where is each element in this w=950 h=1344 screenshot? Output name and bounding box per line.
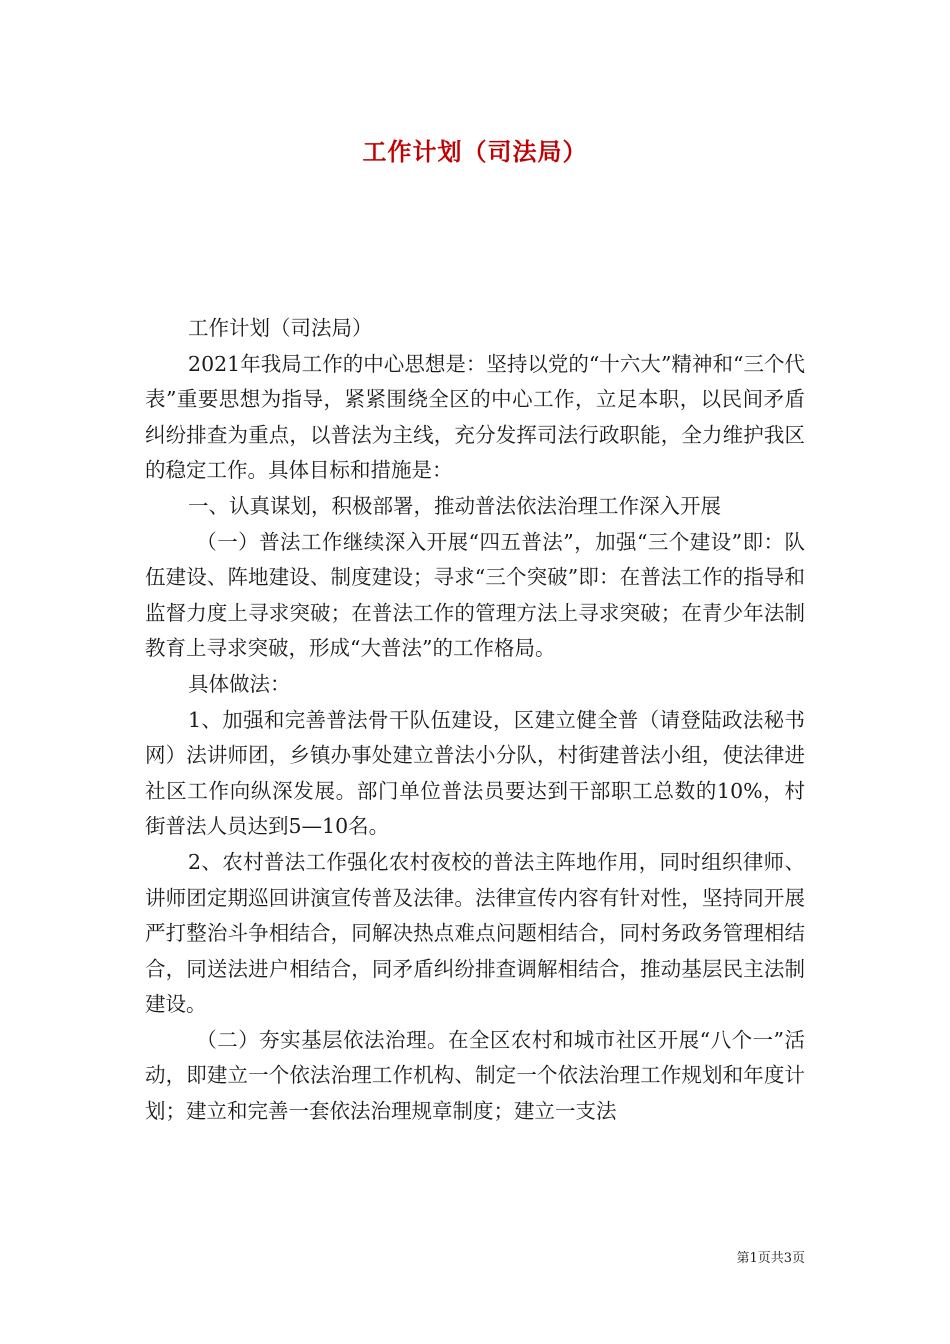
paragraph-intro: 2021年我局工作的中心思想是：坚持以党的“十六大”精神和“三个代表”重要思想为指导，紧紧围绕全区的中心工作，立足本职，以民间矛盾纠纷排查为重点，以普法为主线，充分发挥司法行政职能，全力维护我区的稳定工作。具体目标和措施是： — [145, 351, 805, 483]
page-number: 第1页共3页 — [736, 1251, 805, 1266]
paragraph-item-one: 1、加强和完善普法骨干队伍建设，区建立健全普（请登陆政法秘书网）法讲师团，乡镇办事处建立普法小分队，村街建普法小组，使法律进社区工作向纵深发展。部门单位普法员要达到干部职工总数的10%，村街普法人员达到5—10名。 — [145, 707, 805, 839]
document-title: 工作计划（司法局） — [362, 138, 588, 166]
document-body — [145, 311, 805, 1130]
paragraph-subsection-two: （二）夯实基层依法治理。在全区农村和城市社区开展“八个一”活动，即建立一个依法治理工作机构、制定一个依法治理工作规划和年度计划；建立和完善一套依法治理规章制度；建立一支法 — [145, 1027, 805, 1124]
paragraph-methods-label: 具体做法： — [188, 671, 291, 696]
paragraph-heading: 工作计划（司法局） — [188, 316, 373, 340]
paragraph-item-two: 2、农村普法工作强化农村夜校的普法主阵地作用，同时组织律师、讲师团定期巡回讲演宣传普及法律。法律宣传内容有针对性，坚持同开展严打整治斗争相结合，同解决热点难点问题相结合，同村务政务管理相结合，同送法进户相结合，同矛盾纠纷排查调解相结合，推动基层民主法制建设。 — [145, 849, 805, 1017]
paragraph-section-one: 一、认真谋划，积极部署，推动普法依法治理工作深入开展 — [188, 493, 722, 518]
paragraph-subsection-one: （一）普法工作继续深入开展“四五普法”，加强“三个建设”即：队伍建设、阵地建设、制度建设；寻求“三个突破”即：在普法工作的指导和监督力度上寻求突破；在普法工作的管理方法上寻求突破；在青少年法制教育上寻求突破，形成“大普法”的工作格局。 — [145, 529, 805, 661]
